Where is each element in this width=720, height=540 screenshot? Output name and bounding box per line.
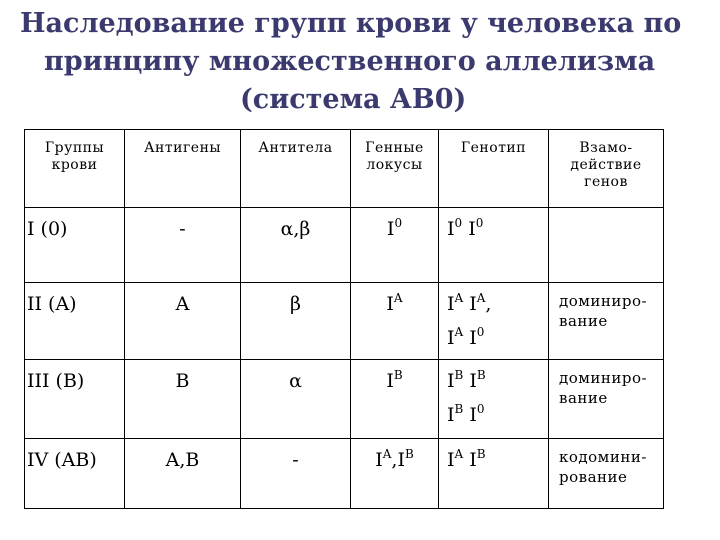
gene-loci-cell [351,208,439,283]
allele-superscript: 0 [475,216,484,230]
antigens-cell: - [125,208,241,283]
blood-groups-table [24,129,664,509]
antigens-cell: B [125,360,241,439]
table-row [25,360,664,439]
allele-superscript: A [382,447,392,461]
header-text-line: локусы [366,157,423,173]
genotype-cell [439,208,549,283]
allele-superscript: A [454,291,464,305]
header-blood-groups [25,130,125,208]
interaction-text-line: вание [559,312,608,330]
allele-base: I [447,404,455,426]
allele-superscript: B [476,368,486,382]
blood-group-cell: III (B) [25,360,125,439]
header-text-line: крови [51,157,98,173]
gene-interaction-cell [549,208,664,283]
title-line-1: Наследование групп крови у человека по [20,8,682,39]
allele-superscript: A [393,291,403,305]
allele-superscript: B [476,447,486,461]
header-text-line: генов [584,174,628,190]
genotype-cell [439,283,549,360]
table-row [25,208,664,283]
header-antibodies [241,130,351,208]
allele-base: ,I [391,449,405,471]
gene-interaction-cell [549,283,664,360]
allele-superscript: 0 [454,216,463,230]
genotype-cell [439,360,549,439]
allele-base: I [447,370,455,392]
antibodies-cell: - [241,439,351,509]
gene-loci-cell [351,360,439,439]
genotype-line [447,370,548,392]
genotype-line [447,404,548,426]
allele-superscript: 0 [394,216,403,230]
allele-base: I [375,449,383,471]
header-text-line: Генные [365,140,424,156]
allele-base: I [447,449,455,471]
header-text-line: Антигены [143,140,222,156]
allele-superscript: B [393,368,403,382]
allele-base: I [462,218,476,240]
allele-base: I [463,449,477,471]
allele-base: I [463,404,477,426]
allele-base: I [386,293,394,315]
allele-superscript: 0 [476,325,485,339]
header-row [25,130,664,208]
allele-base: I [447,218,455,240]
interaction-text-line: вание [559,389,608,407]
interaction-text-line: кодомини- [559,448,647,466]
header-gene-loci [351,130,439,208]
header-text-line: Взамо- [579,140,633,156]
gene-loci-cell [351,439,439,509]
table-row [25,439,664,509]
blood-group-cell: I (0) [25,208,125,283]
allele-base: I [463,370,477,392]
header-text-line: Антитела [258,140,333,156]
allele-base: I [447,293,455,315]
gene-interaction-cell [549,439,664,509]
allele-superscript: B [404,447,414,461]
interaction-text-line: доминиро- [559,292,648,310]
interaction-text-line: доминиро- [559,369,648,387]
genotype-cell [439,439,549,509]
table-body [25,208,664,509]
header-gene-interaction [549,130,664,208]
allele-superscript: A [454,325,464,339]
gene-loci-cell [351,283,439,360]
antigens-cell: A [125,283,241,360]
antigens-cell: A,B [125,439,241,509]
antibodies-cell: β [241,283,351,360]
title-line-3: (система АВ0) [240,84,467,114]
allele-base: I [447,327,455,349]
antibodies-cell: α [241,360,351,439]
interaction-text-line: рование [559,468,628,486]
title-line-2: принципу множественного аллелизма [44,46,656,77]
gene-interaction-cell [549,360,664,439]
table-row [25,283,664,360]
genotype-line [447,327,548,349]
allele-base: I [386,218,395,240]
genotype-line [447,293,548,315]
blood-group-cell: IV (AB) [25,439,125,509]
allele-superscript: B [454,402,464,416]
allele-superscript: A [476,291,486,305]
allele-base: I [386,370,394,392]
blood-group-cell: II (A) [25,283,125,360]
allele-superscript: B [454,368,464,382]
allele-superscript: 0 [476,402,485,416]
header-text-line: действие [570,157,642,173]
header-genotype [439,130,549,208]
allele-base: I [463,327,477,349]
allele-base: I [463,293,477,315]
allele-base: , [485,293,492,315]
header-text-line: Генотип [460,140,527,156]
header-antigens [125,130,241,208]
header-text-line: Группы [44,140,105,156]
allele-superscript: A [454,447,464,461]
genotype-line [447,449,548,471]
antibodies-cell: α,β [241,208,351,283]
slide-title [0,4,720,114]
genotype-line [447,218,548,240]
